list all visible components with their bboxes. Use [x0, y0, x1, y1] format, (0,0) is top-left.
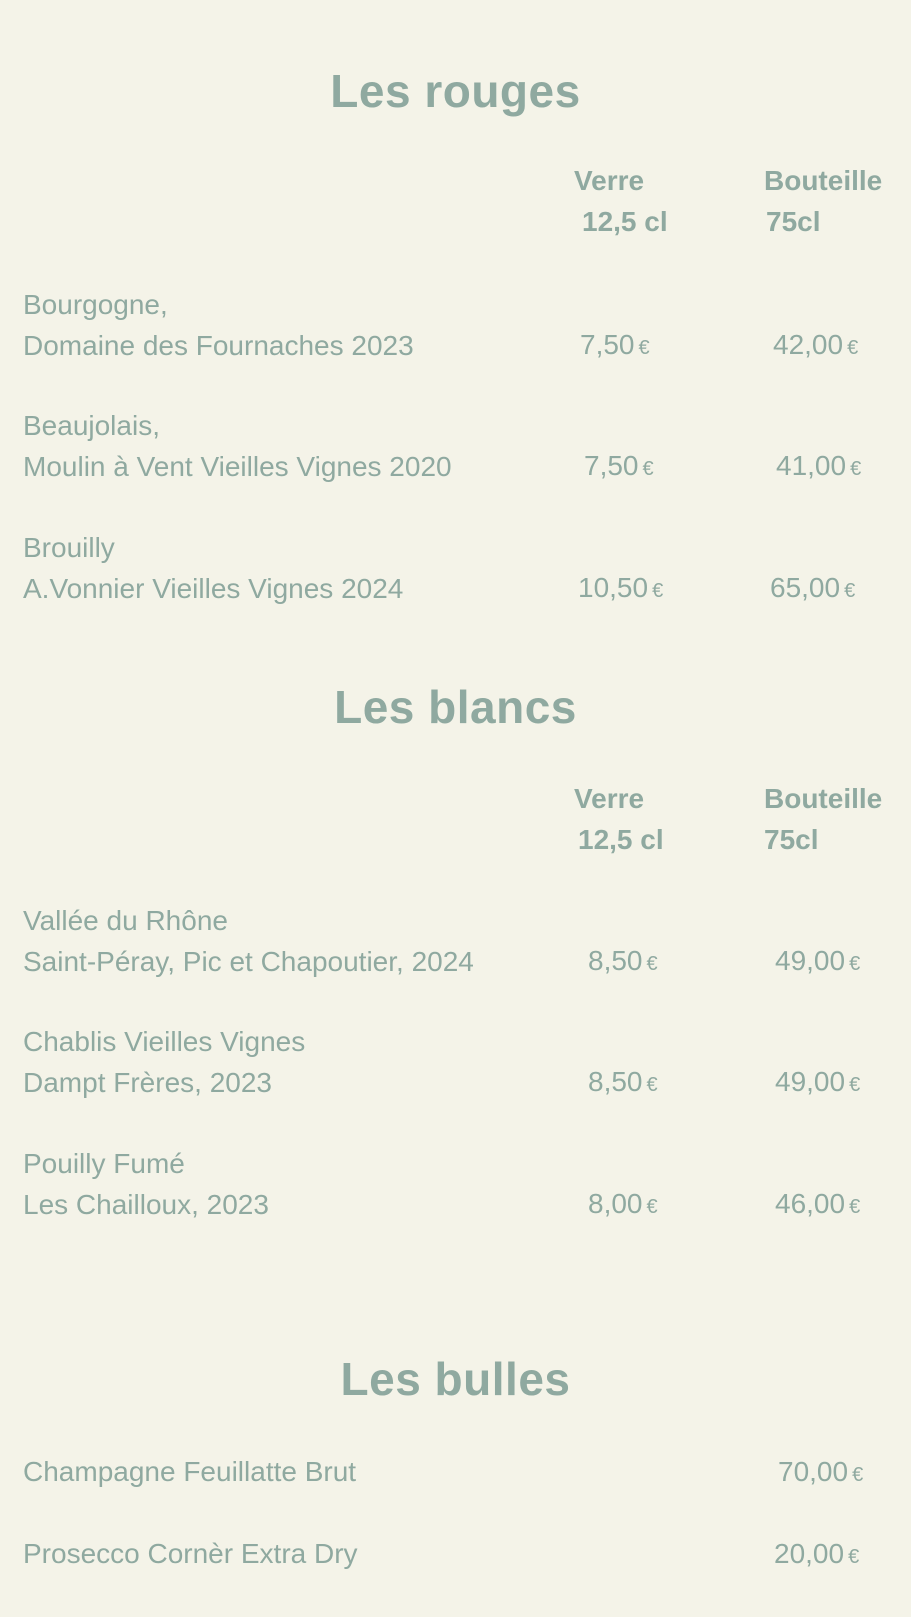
- glass-price: 8,00 €: [588, 1188, 658, 1219]
- bottle-volume: 75cl: [764, 824, 819, 855]
- wine-region: Chablis Vieilles Vignes: [23, 1026, 306, 1057]
- wine-item: [23, 284, 414, 366]
- glass-volume: 12,5 cl: [582, 206, 668, 237]
- bottle-price: 49,00 €: [775, 1066, 861, 1097]
- bottle-label: Bouteille: [764, 783, 883, 814]
- bottle-price: 41,00 €: [776, 450, 862, 481]
- glass-price: 8,50 €: [588, 945, 658, 976]
- wine-region: Beaujolais,: [23, 410, 160, 441]
- section-title-blancs: Les blancs: [334, 681, 577, 733]
- wine-item: [23, 527, 403, 609]
- glass-label: Verre: [574, 783, 645, 814]
- wine-item: [23, 900, 474, 982]
- bottle-price: 65,00 €: [770, 572, 856, 603]
- wine-region: Bourgogne,: [23, 289, 168, 320]
- wine-name: A.Vonnier Vieilles Vignes 2024: [23, 573, 404, 604]
- wine-item: [23, 1143, 269, 1225]
- bottle-price: 42,00 €: [773, 329, 859, 360]
- wine-item: [23, 405, 452, 487]
- bottle-price: 46,00 €: [775, 1188, 861, 1219]
- wine-item: [23, 1451, 356, 1492]
- glass-price: 10,50 €: [578, 572, 664, 603]
- section-title-rouges: Les rouges: [330, 65, 581, 117]
- column-header-glass: [574, 778, 664, 860]
- glass-label: Verre: [574, 165, 645, 196]
- wine-name: Champagne Feuillatte Brut: [23, 1456, 357, 1487]
- wine-region: Vallée du Rhône: [23, 905, 228, 936]
- glass-price: 8,50 €: [588, 1066, 658, 1097]
- glass-volume: 12,5 cl: [578, 824, 664, 855]
- column-header-bottle: [764, 160, 882, 242]
- bottle-volume: 75cl: [766, 206, 821, 237]
- glass-price: 7,50 €: [584, 450, 654, 481]
- wine-item: [23, 1021, 305, 1103]
- wine-name: Dampt Frères, 2023: [23, 1067, 272, 1098]
- column-header-glass: [574, 160, 668, 242]
- wine-region: Pouilly Fumé: [23, 1148, 185, 1179]
- bottle-price: 49,00 €: [775, 945, 861, 976]
- wine-name: Les Chailloux, 2023: [23, 1189, 269, 1220]
- bottle-price: 70,00 €: [778, 1456, 864, 1487]
- wine-item: [23, 1533, 358, 1574]
- section-title-bulles: Les bulles: [340, 1353, 571, 1405]
- column-header-bottle: [764, 778, 882, 860]
- wine-name: Domaine des Fournaches 2023: [23, 330, 414, 361]
- wine-name: Saint-Péray, Pic et Chapoutier, 2024: [23, 946, 474, 977]
- bottle-label: Bouteille: [764, 165, 883, 196]
- wine-name: Moulin à Vent Vieilles Vignes 2020: [23, 451, 452, 482]
- wine-region: Brouilly: [23, 532, 115, 563]
- wine-name: Prosecco Cornèr Extra Dry: [23, 1538, 358, 1569]
- bottle-price: 20,00 €: [774, 1538, 860, 1569]
- glass-price: 7,50 €: [580, 329, 650, 360]
